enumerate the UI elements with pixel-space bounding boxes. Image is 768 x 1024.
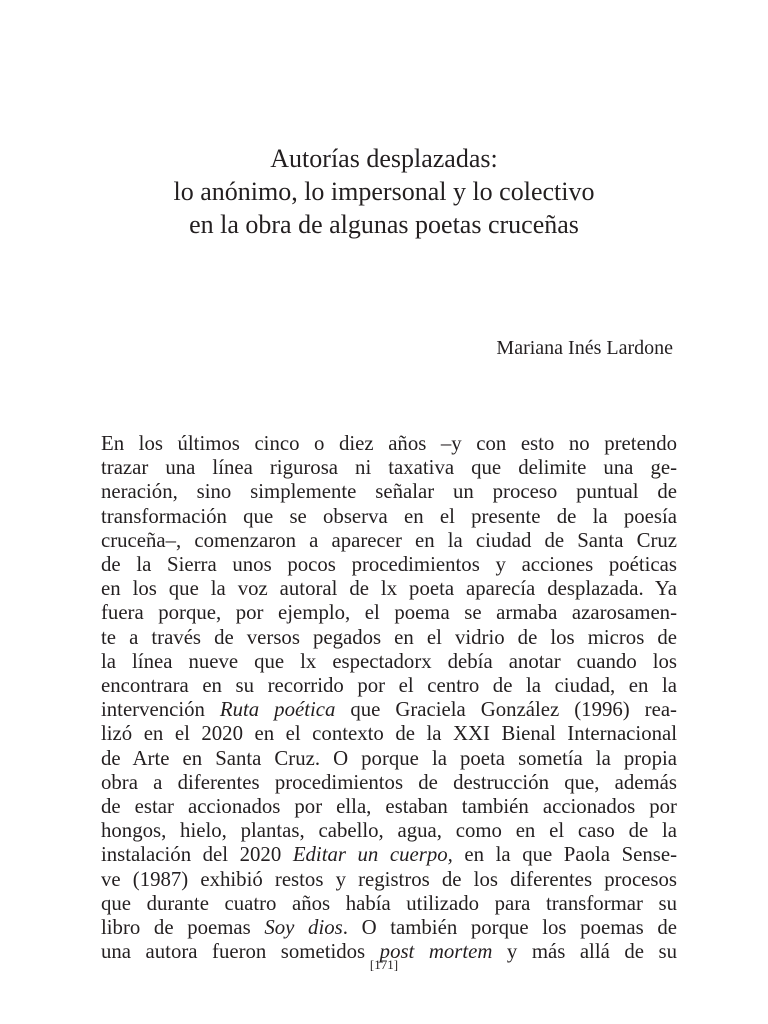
body-line <box>101 747 677 771</box>
body-text-run: la línea nueve que lx espectadorx debía anotar cuando los <box>101 649 677 673</box>
body-text-run: de Arte en Santa Cruz. O porque la poeta sometía la propia <box>101 746 677 770</box>
body-line <box>101 577 677 601</box>
body-paragraph <box>101 432 677 964</box>
chapter-title-line-1: Autorías desplazadas: <box>270 144 498 173</box>
body-text-run: libro de poemas <box>101 916 265 940</box>
body-text-run: intervención <box>101 698 220 722</box>
chapter-title <box>0 142 768 241</box>
body-text-run: y más allá de su <box>492 940 677 964</box>
body-text-run: En los últimos cinco o diez años –y con esto no pretendo <box>101 432 677 455</box>
body-line <box>101 505 677 529</box>
body-text-run: . O también porque los poemas de <box>342 916 677 940</box>
body-text-run: trazar una línea rigurosa ni taxativa que delimite una ge- <box>101 456 677 480</box>
body-text-run: fuera porque, por ejemplo, el poema se armaba azarosamen- <box>101 601 677 625</box>
body-line <box>101 432 677 456</box>
body-text-run: ve (1987) exhibió restos y registros de los diferentes procesos <box>101 867 677 891</box>
italic-title: Soy dios <box>264 916 343 940</box>
body-text-run: cruceña–, comenzaron a aparecer en la ciudad de Santa Cruz <box>101 528 677 552</box>
body-text-run: neración, sino simplemente señalar un proceso puntual de <box>101 480 677 504</box>
body-text-run: que durante cuatro años había utilizado para transformar su <box>101 891 677 915</box>
chapter-title-line-2: lo anónimo, lo impersonal y lo colectivo <box>173 177 595 206</box>
body-line <box>101 553 677 577</box>
body-line <box>101 674 677 698</box>
body-text-run: de estar accionados por ella, estaban también accionados por <box>101 795 677 819</box>
italic-title: Editar un cuerpo, <box>292 843 453 867</box>
body-line <box>101 771 677 795</box>
body-text-run: lizó en el 2020 en el contexto de la XXI Bienal Internacional <box>101 722 677 746</box>
body-text-run: obra a diferentes procedimientos de destrucción que, además <box>101 770 677 794</box>
body-line <box>101 626 677 650</box>
page-number: [171] <box>369 957 399 972</box>
italic-title: Ruta poética <box>219 698 336 722</box>
body-line <box>101 456 677 480</box>
author-name: Mariana Inés Lardone <box>496 337 673 359</box>
body-line <box>101 529 677 553</box>
body-line <box>101 916 677 940</box>
body-line <box>101 819 677 843</box>
body-line <box>101 601 677 625</box>
body-text-run: transformación que se observa en el presente de la poesía <box>101 504 677 528</box>
body-text-run: instalación del 2020 <box>101 843 293 867</box>
body-text-run: una autora fueron sometidos <box>101 940 380 964</box>
body-text-run: de la Sierra unos pocos procedimientos y acciones poéticas <box>101 553 677 577</box>
body-text-run: encontrara en su recorrido por el centro de la ciudad, en la <box>101 674 677 698</box>
body-text-run: te a través de versos pegados en el vidrio de los micros de <box>101 625 677 649</box>
body-line <box>101 892 677 916</box>
body-line <box>101 722 677 746</box>
body-text-run: hongos, hielo, plantas, cabello, agua, como en el caso de la <box>101 819 677 843</box>
body-line <box>101 650 677 674</box>
body-line <box>101 843 677 867</box>
body-text-run: en la que Paola Sense- <box>452 843 678 867</box>
body-line <box>101 795 677 819</box>
body-line <box>101 480 677 504</box>
chapter-title-line-3: en la obra de algunas poetas cruceñas <box>189 210 579 239</box>
body-text-run: en los que la voz autoral de lx poeta aparecía desplazada. Ya <box>101 577 677 601</box>
body-text-run: que Graciela González (1996) rea- <box>335 698 677 722</box>
italic-title: post mortem <box>379 940 493 964</box>
body-line <box>101 868 677 892</box>
body-line <box>101 698 677 722</box>
